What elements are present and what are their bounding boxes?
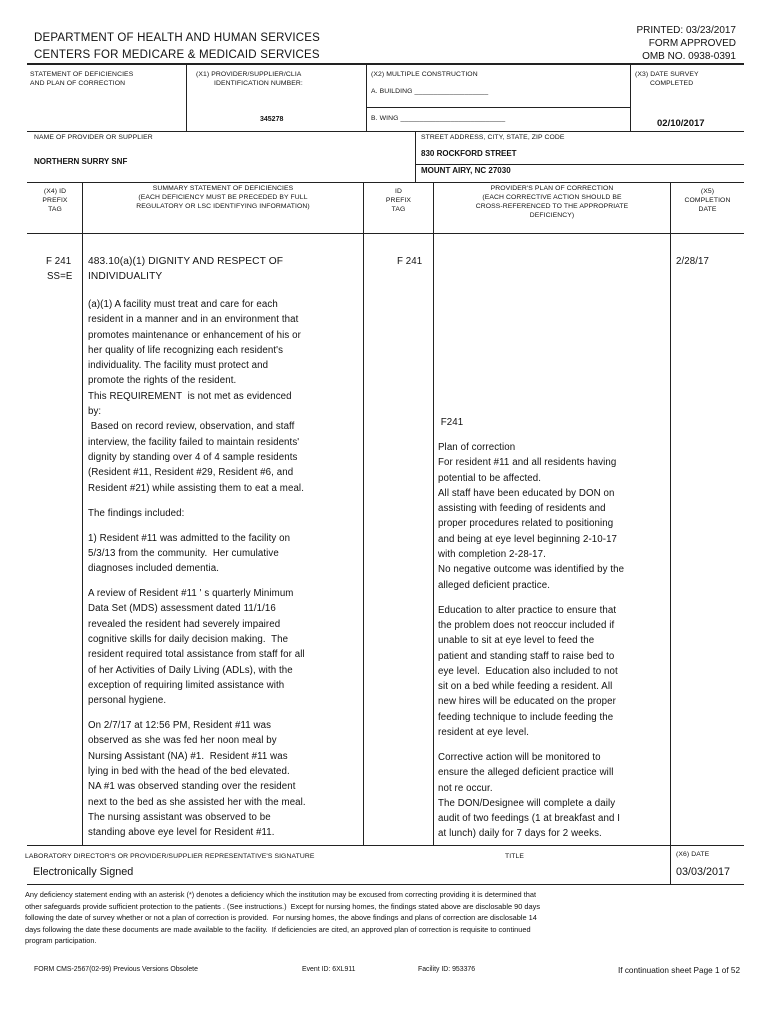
summary-line: On 2/7/17 at 12:56 PM, Resident #11 was bbox=[88, 720, 272, 732]
plan-line bbox=[438, 593, 668, 603]
plan-line bbox=[438, 430, 668, 440]
summary-line: 5/3/13 from the community. Her cumulative bbox=[88, 547, 279, 559]
x4-header bbox=[28, 187, 82, 214]
summary-line: promote the rights of the resident. bbox=[88, 375, 237, 387]
wing-field: B. WING ___________________________ bbox=[371, 115, 506, 122]
summary-line bbox=[88, 576, 360, 586]
plan-line: patient and standing staff to raise bed to bbox=[438, 650, 615, 662]
provider-id-number: 345278 bbox=[260, 116, 284, 123]
summary-line: Data Set (MDS) assessment dated 11/1/16 bbox=[88, 603, 276, 615]
summary-line: standing above eye level for Resident #11. bbox=[88, 827, 275, 839]
plan-line: the problem does not reoccur included if bbox=[438, 619, 615, 631]
disclaimer-line: following the date of survey whether or not a plan of correction is provided. For nursing homes, the above findings and plans of correction are disclosable 14 bbox=[25, 913, 537, 923]
scope-severity: SS=E bbox=[47, 271, 73, 282]
disclaimer-text bbox=[25, 889, 745, 947]
summary-line: A review of Resident #11 ' s quarterly Minimum bbox=[88, 588, 294, 600]
summary-line: (a)(1) A facility must treat and care for each bbox=[88, 299, 278, 310]
plan-line: audit of two feedings (1 at breakfast and I bbox=[438, 813, 621, 825]
x5-header bbox=[671, 187, 744, 214]
signature-value: Electronically Signed bbox=[33, 866, 134, 878]
omb-number: OMB NO. 0938-0391 bbox=[642, 51, 736, 62]
provider-name-label: NAME OF PROVIDER OR SUPPLIER bbox=[34, 134, 153, 141]
plan-line: The DON/Designee will complete a daily bbox=[438, 797, 616, 809]
printed-date: PRINTED: 03/23/2017 bbox=[636, 25, 736, 36]
agency-line-2: CENTERS FOR MEDICARE & MEDICAID SERVICES bbox=[34, 49, 320, 61]
summary-line: cognitive skills for daily decision making. The bbox=[88, 634, 289, 645]
plan-line: not re occur. bbox=[438, 782, 493, 794]
plan-line: Plan of correction bbox=[438, 441, 516, 453]
signature-label: LABORATORY DIRECTOR'S OR PROVIDER/SUPPLIER REPRESENTATIVE'S SIGNATURE bbox=[25, 853, 315, 860]
summary-line: This REQUIREMENT is not met as evidenced bbox=[88, 390, 292, 402]
address-line-2: MOUNT AIRY, NC 27030 bbox=[421, 166, 511, 175]
title-label: TITLE bbox=[505, 853, 525, 860]
summary-line bbox=[88, 708, 360, 718]
plan-line: sit on a bed while feeding a resident. All bbox=[438, 681, 613, 693]
divider-x3 bbox=[630, 64, 631, 131]
body-divider-2 bbox=[363, 233, 364, 845]
summary-statement bbox=[88, 297, 360, 841]
summary-line: Resident #21) while assisting them to eat a meal. bbox=[88, 482, 304, 494]
form-number: FORM CMS-2567(02-99) Previous Versions Obsolete bbox=[34, 966, 198, 973]
plan-line: All staff have been educated by DON on bbox=[438, 487, 615, 499]
statement-label-2: AND PLAN OF CORRECTION bbox=[30, 80, 126, 87]
x4-header-line-2: PREFIX bbox=[42, 197, 68, 204]
form-approved: FORM APPROVED bbox=[648, 38, 736, 49]
facility-id: Facility ID: 953376 bbox=[418, 966, 476, 973]
body-divider-4 bbox=[670, 233, 671, 845]
plan-header bbox=[434, 184, 670, 220]
x1-label-1: (X1) PROVIDER/SUPPLIER/CLIA bbox=[196, 71, 302, 78]
column-header-bottom-rule bbox=[27, 233, 744, 234]
id-header-line-3: TAG bbox=[391, 206, 406, 213]
summary-line: promotes maintenance or enhancement of his or bbox=[88, 329, 301, 341]
agency-line-1: DEPARTMENT OF HEALTH AND HUMAN SERVICES bbox=[34, 32, 320, 44]
provider-top-rule bbox=[27, 131, 744, 132]
plan-line bbox=[438, 740, 668, 750]
plan-header-line-1: PROVIDER'S PLAN OF CORRECTION bbox=[490, 185, 614, 192]
x5-header-line-2: COMPLETION bbox=[684, 197, 731, 204]
summary-line: exception of requiring limited assistance with bbox=[88, 679, 285, 691]
plan-line: at lunch) daily for 7 days for 2 weeks. bbox=[438, 828, 602, 840]
body-divider-3 bbox=[433, 233, 434, 845]
plan-line: No negative outcome was identified by the bbox=[438, 564, 625, 576]
summary-line: Based on record review, observation, and staff bbox=[88, 421, 295, 433]
summary-line: dignity by standing over 4 of 4 sample residents bbox=[88, 451, 298, 463]
body-divider-1 bbox=[82, 233, 83, 845]
divider-x2 bbox=[366, 64, 367, 131]
building-wing-rule bbox=[366, 107, 630, 108]
divider-x1 bbox=[186, 64, 187, 131]
plan-line: unable to sit at eye level to feed the bbox=[438, 635, 595, 647]
summary-line: The findings included: bbox=[88, 507, 185, 519]
date-label: (X6) DATE bbox=[676, 851, 710, 858]
plan-line: feeding technique to include feeding the bbox=[438, 711, 614, 723]
summary-header bbox=[83, 184, 363, 211]
x5-header-line-1: (X5) bbox=[700, 188, 715, 195]
summary-line: Nursing Assistant (NA) #1. Resident #11 was bbox=[88, 750, 288, 762]
summary-line: personal hygiene. bbox=[88, 695, 167, 707]
summary-line: resident in a manner and in an environment that bbox=[88, 314, 299, 326]
summary-line: her quality of life recognizing each resident's bbox=[88, 344, 284, 356]
plan-line: resident at eye level. bbox=[438, 727, 530, 739]
disclaimer-line: days following the date these documents are made available to the facility. If deficiencies are cited, an approved plan of correction is requisite to continued bbox=[25, 924, 531, 934]
id-header bbox=[364, 187, 433, 214]
signature-date: 03/03/2017 bbox=[676, 866, 731, 878]
x4-header-line-3: TAG bbox=[48, 206, 62, 213]
address-line-1: 830 ROCKFORD STREET bbox=[421, 149, 517, 158]
summary-line: revealed the resident had severely impaired bbox=[88, 618, 281, 630]
summary-line: NA #1 was observed standing over the resident bbox=[88, 781, 296, 793]
summary-line: interview, the facility failed to maintain residents' bbox=[88, 436, 300, 448]
summary-line: resident required total assistance from staff for all bbox=[88, 649, 305, 661]
plan-header-line-4: DEFICIENCY) bbox=[529, 212, 575, 219]
summary-header-line-1: SUMMARY STATEMENT OF DEFICIENCIES bbox=[152, 185, 294, 192]
summary-line: (Resident #11, Resident #29, Resident #6, and bbox=[88, 467, 294, 479]
regulation-title-1: 483.10(a)(1) DIGNITY AND RESPECT OF bbox=[88, 256, 284, 267]
column-header-top-rule bbox=[27, 182, 744, 183]
provider-name: NORTHERN SURRY SNF bbox=[34, 157, 128, 166]
summary-line: by: bbox=[88, 406, 102, 418]
plan-line: eye level. Education also included to not bbox=[438, 665, 618, 677]
page-continuation: If continuation sheet Page 1 of 52 bbox=[618, 966, 740, 975]
plan-line: assisting with feeding of residents and bbox=[438, 503, 606, 515]
x5-header-line-3: DATE bbox=[698, 206, 717, 213]
summary-line: of her Activities of Daily Living (ADLs), with the bbox=[88, 664, 293, 676]
regulation-title-2: INDIVIDUALITY bbox=[88, 271, 163, 282]
signature-date-divider bbox=[670, 845, 671, 885]
disclaimer-line: program participation. bbox=[25, 936, 97, 946]
statement-label-1: STATEMENT OF DEFICIENCIES bbox=[30, 71, 134, 78]
x2-label: (X2) MULTIPLE CONSTRUCTION bbox=[371, 71, 478, 78]
id-header-line-2: PREFIX bbox=[385, 197, 412, 204]
summary-line: individuality. The facility must protect and bbox=[88, 360, 269, 372]
address-split-rule bbox=[415, 164, 744, 165]
disclaimer-line: other safeguards provide sufficient protection to the patients . (See instructions.) Except for nursing homes, the findings stated above are disclosable 90 days bbox=[25, 901, 541, 911]
summary-line: The nursing assistant was observed to be bbox=[88, 811, 271, 823]
summary-line: 1) Resident #11 was admitted to the facility on bbox=[88, 532, 291, 544]
plan-line: proper procedures related to positioning bbox=[438, 518, 614, 530]
event-id: Event ID: 6XL911 bbox=[302, 966, 356, 973]
x4-header-line-1: (X4) ID bbox=[43, 188, 67, 195]
plan-line: For resident #11 and all residents having bbox=[438, 457, 617, 469]
signature-top-rule bbox=[27, 845, 744, 846]
plan-header-line-3: CROSS-REFERENCED TO THE APPROPRIATE bbox=[475, 203, 629, 210]
summary-line: diagnoses included dementia. bbox=[88, 563, 219, 575]
summary-line bbox=[88, 496, 360, 506]
completion-date: 2/28/17 bbox=[676, 256, 710, 267]
disclaimer-line: Any deficiency statement ending with an asterisk (*) denotes a deficiency which the institution may be excused from correcting providing it is determined that bbox=[25, 890, 537, 899]
x3-label-2: COMPLETED bbox=[650, 80, 694, 87]
plan-line: F241 bbox=[438, 417, 464, 428]
plan-line: potential to be affected. bbox=[438, 472, 542, 484]
plan-line: new hires will be educated on the proper bbox=[438, 696, 616, 708]
plan-id-tag: F 241 bbox=[397, 256, 423, 267]
summary-line: observed as she was fed her noon meal by bbox=[88, 735, 277, 747]
x1-label-2: IDENTIFICATION NUMBER: bbox=[214, 80, 303, 87]
summary-header-line-2: (EACH DEFICIENCY MUST BE PRECEDED BY FULL bbox=[138, 194, 308, 201]
plan-line: Corrective action will be monitored to bbox=[438, 752, 601, 763]
top-rule bbox=[27, 63, 744, 65]
signature-bottom-rule bbox=[27, 884, 744, 885]
summary-line bbox=[88, 521, 360, 531]
id-header-line-1: ID bbox=[395, 188, 402, 195]
x3-label-1: (X3) DATE SURVEY bbox=[635, 71, 699, 78]
deficiency-tag: F 241 bbox=[46, 256, 72, 267]
address-label: STREET ADDRESS, CITY, STATE, ZIP CODE bbox=[421, 134, 565, 141]
summary-line: next to the bed as she assisted her with the meal. bbox=[88, 796, 306, 808]
summary-header-line-3: REGULATORY OR LSC IDENTIFYING INFORMATION) bbox=[136, 203, 310, 210]
plan-line: with completion 2-28-17. bbox=[438, 549, 546, 561]
plan-header-line-2: (EACH CORRECTIVE ACTION SHOULD BE bbox=[482, 194, 622, 201]
building-field: A. BUILDING ___________________ bbox=[371, 88, 489, 95]
survey-completed-date: 02/10/2017 bbox=[657, 118, 705, 129]
plan-line: ensure the alleged deficient practice will bbox=[438, 767, 614, 779]
plan-line: alleged deficient practice. bbox=[438, 579, 551, 591]
plan-line: Education to alter practice to ensure that bbox=[438, 604, 617, 616]
provider-divider bbox=[415, 131, 416, 182]
summary-line: lying in bed with the head of the bed elevated. bbox=[88, 766, 290, 778]
plan-of-correction bbox=[438, 415, 668, 842]
plan-line: and being at eye level beginning 2-10-17 bbox=[438, 533, 618, 545]
